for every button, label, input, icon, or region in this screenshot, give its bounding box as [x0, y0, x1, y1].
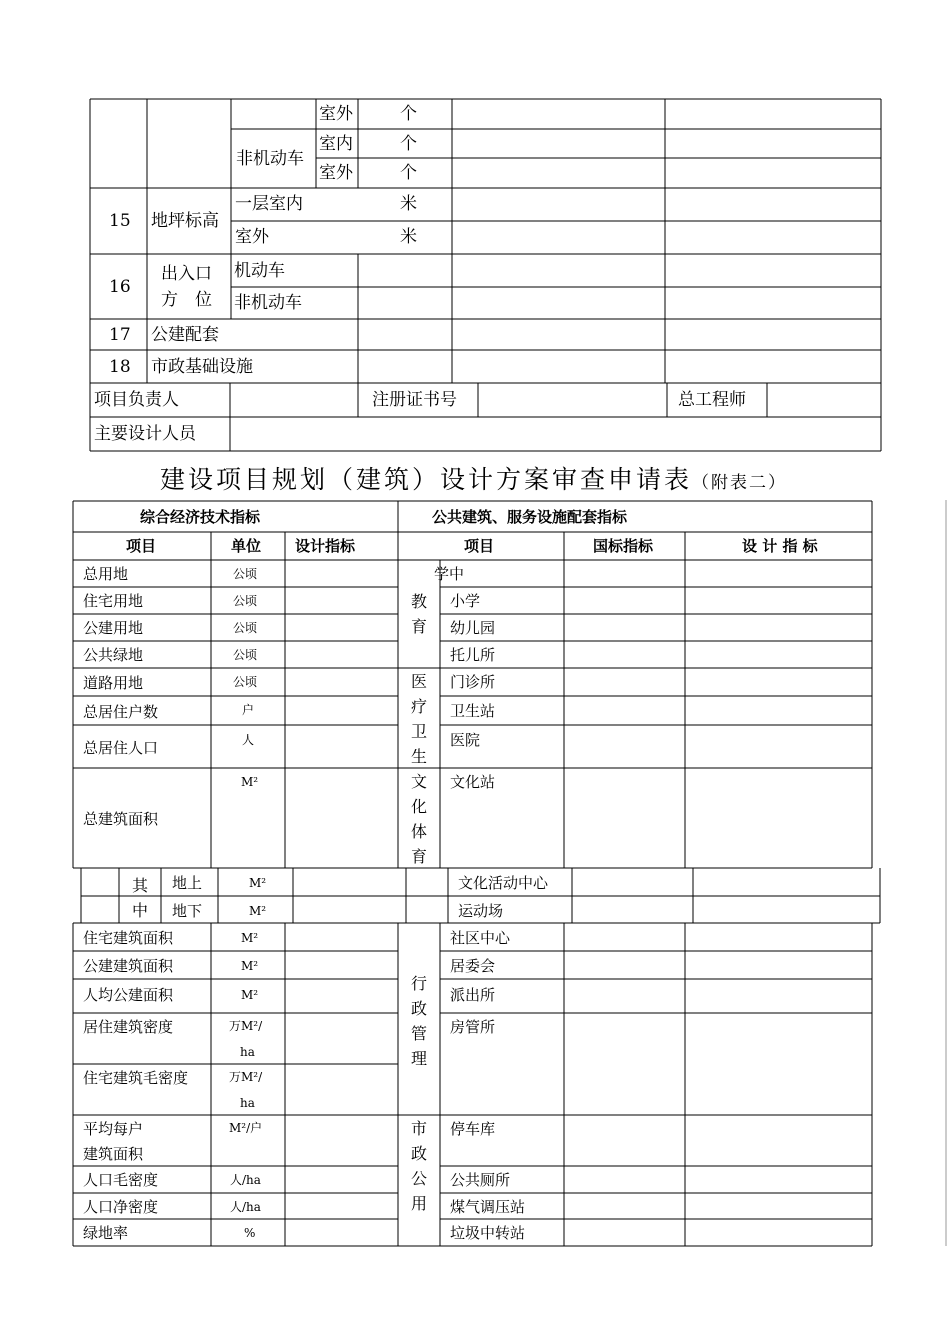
main-designers-label: 主要设计人员 — [94, 424, 196, 444]
row-16-number: 16 — [109, 277, 131, 297]
chief-engineer-label: 总工程师 — [678, 390, 746, 410]
row-residential-density-unit1: 万M²/ — [229, 1019, 263, 1033]
row-residential-land-unit: 公顷 — [233, 594, 258, 608]
row-16a-label: 机动车 — [234, 261, 285, 281]
row-gross-density: 住宅建筑毛密度 — [83, 1069, 189, 1087]
row-residential-floor-area-unit: M² — [241, 931, 259, 945]
among-above: 地上 — [172, 874, 203, 892]
row-pop-gross-density: 人口毛密度 — [83, 1171, 159, 1189]
muni-public-toilet: 公共厕所 — [450, 1171, 511, 1189]
row-total-floor-area: 总建筑面积 — [83, 810, 159, 828]
med-hospital: 医院 — [450, 731, 481, 749]
left-col-item: 项目 — [126, 537, 157, 555]
cat-admin: 行政管理 — [410, 974, 427, 1068]
row-residential-floor-area: 住宅建筑面积 — [83, 929, 174, 947]
med-health-station: 卫生站 — [450, 702, 496, 720]
row-residential-density-unit2: ha — [240, 1045, 255, 1059]
r1-unit: 个 — [400, 104, 417, 124]
r1-outdoor: 室外 — [319, 104, 353, 124]
project-leader-label: 项目负责人 — [94, 390, 179, 410]
row-road-land-unit: 公顷 — [233, 675, 258, 689]
row-pop-gross-density-unit: 人/ha — [230, 1173, 261, 1187]
row-public-floor-area-unit: M² — [241, 959, 259, 973]
row-public-floor-area: 公建建筑面积 — [83, 957, 174, 975]
row-15a-label: 一层室内 — [235, 194, 303, 214]
row-per-capita-public: 人均公建面积 — [83, 986, 174, 1004]
cat-culture: 文化体育 — [410, 772, 427, 866]
row-population: 总居住人口 — [83, 739, 159, 757]
row-pop-net-density: 人口净密度 — [83, 1198, 159, 1216]
admin-police-station: 派出所 — [450, 986, 496, 1004]
cult-activity-center: 文化活动中心 — [458, 874, 549, 892]
row-green-land-unit: 公顷 — [233, 648, 258, 662]
row-15a-unit: 米 — [400, 194, 417, 214]
row-households: 总居住户数 — [83, 703, 159, 721]
row-per-capita-public-unit: M² — [241, 988, 259, 1002]
row-18-item: 市政基础设施 — [151, 357, 253, 377]
row-green-ratio: 绿地率 — [83, 1224, 129, 1242]
row-18-number: 18 — [109, 357, 131, 377]
r3-outdoor: 室外 — [319, 163, 353, 183]
admin-residents-committee: 居委会 — [450, 957, 496, 975]
row-16-item-line1: 出入口 — [161, 264, 212, 284]
admin-housing-office: 房管所 — [450, 1018, 496, 1036]
row-avg-per-household-1: 平均每户 — [83, 1120, 144, 1138]
edu-nursery: 托儿所 — [450, 646, 496, 664]
right-col-design: 设 计 指 标 — [742, 537, 818, 555]
r2-indoor: 室内 — [319, 134, 353, 154]
among-above-unit: M² — [249, 876, 267, 890]
cert-no-label: 注册证书号 — [372, 390, 457, 410]
row-public-land-unit: 公顷 — [233, 621, 258, 635]
row-total-land-unit: 公顷 — [233, 567, 258, 581]
row-residential-density: 居住建筑密度 — [83, 1018, 174, 1036]
row-residential-land: 住宅用地 — [83, 592, 144, 610]
among-label: 其中 — [131, 876, 148, 920]
med-clinic: 门诊所 — [450, 673, 496, 691]
row-pop-net-density-unit: 人/ha — [230, 1200, 261, 1214]
row-avg-per-household-unit: M²/户 — [229, 1121, 263, 1135]
row-15b-unit: 米 — [400, 227, 417, 247]
r3-unit: 个 — [400, 163, 417, 183]
form-title — [160, 460, 787, 496]
row-total-land: 总用地 — [83, 565, 129, 583]
admin-community-center: 社区中心 — [450, 929, 511, 947]
row-15-number: 15 — [109, 211, 131, 231]
among-below: 地下 — [172, 902, 203, 920]
nonmotor-label: 非机动车 — [236, 149, 304, 169]
row-15b-label: 室外 — [235, 227, 269, 247]
row-road-land: 道路用地 — [83, 674, 144, 692]
row-green-ratio-unit: % — [244, 1226, 256, 1240]
among-below-unit: M² — [249, 904, 267, 918]
row-17-number: 17 — [109, 325, 131, 345]
form-title-sub: （附表二） — [692, 473, 788, 493]
row-public-land: 公建用地 — [83, 619, 144, 637]
form-title-main: 建设项目规划（建筑）设计方案审查申请表 — [160, 465, 693, 494]
muni-gas-station: 煤气调压站 — [450, 1198, 526, 1216]
row-population-unit: 人 — [242, 733, 255, 747]
right-col-item: 项目 — [464, 537, 495, 555]
edu-primary-school: 小学 — [450, 592, 481, 610]
row-15-item: 地坪标高 — [151, 211, 219, 231]
row-avg-per-household-2: 建筑面积 — [83, 1145, 144, 1163]
cult-station: 文化站 — [450, 773, 496, 791]
edu-kindergarten: 幼儿园 — [450, 619, 496, 637]
row-16b-label: 非机动车 — [234, 293, 302, 313]
row-gross-density-unit1: 万M²/ — [229, 1070, 263, 1084]
r2-unit: 个 — [400, 134, 417, 154]
cat-municipal: 市政公用 — [410, 1119, 427, 1213]
row-households-unit: 户 — [242, 703, 255, 717]
row-total-floor-area-unit: M² — [241, 775, 259, 789]
cult-sports-field: 运动场 — [458, 902, 504, 920]
muni-garbage-station: 垃圾中转站 — [450, 1224, 526, 1242]
cat-education: 教育 — [410, 592, 427, 636]
edu-middle-school: 学中 — [434, 565, 465, 583]
row-gross-density-unit2: ha — [240, 1096, 255, 1110]
right-col-national: 国标指标 — [593, 537, 654, 555]
left-header: 综合经济技术指标 — [140, 508, 261, 526]
row-green-land: 公共绿地 — [83, 646, 144, 664]
right-header: 公共建筑、服务设施配套指标 — [432, 508, 628, 526]
muni-parking: 停车库 — [450, 1120, 496, 1138]
cat-medical: 医疗卫生 — [410, 672, 427, 766]
left-col-design: 设计指标 — [295, 537, 356, 555]
left-col-unit: 单位 — [231, 537, 262, 555]
row-17-item: 公建配套 — [151, 325, 219, 345]
row-16-item-line2: 方 位 — [161, 290, 212, 310]
